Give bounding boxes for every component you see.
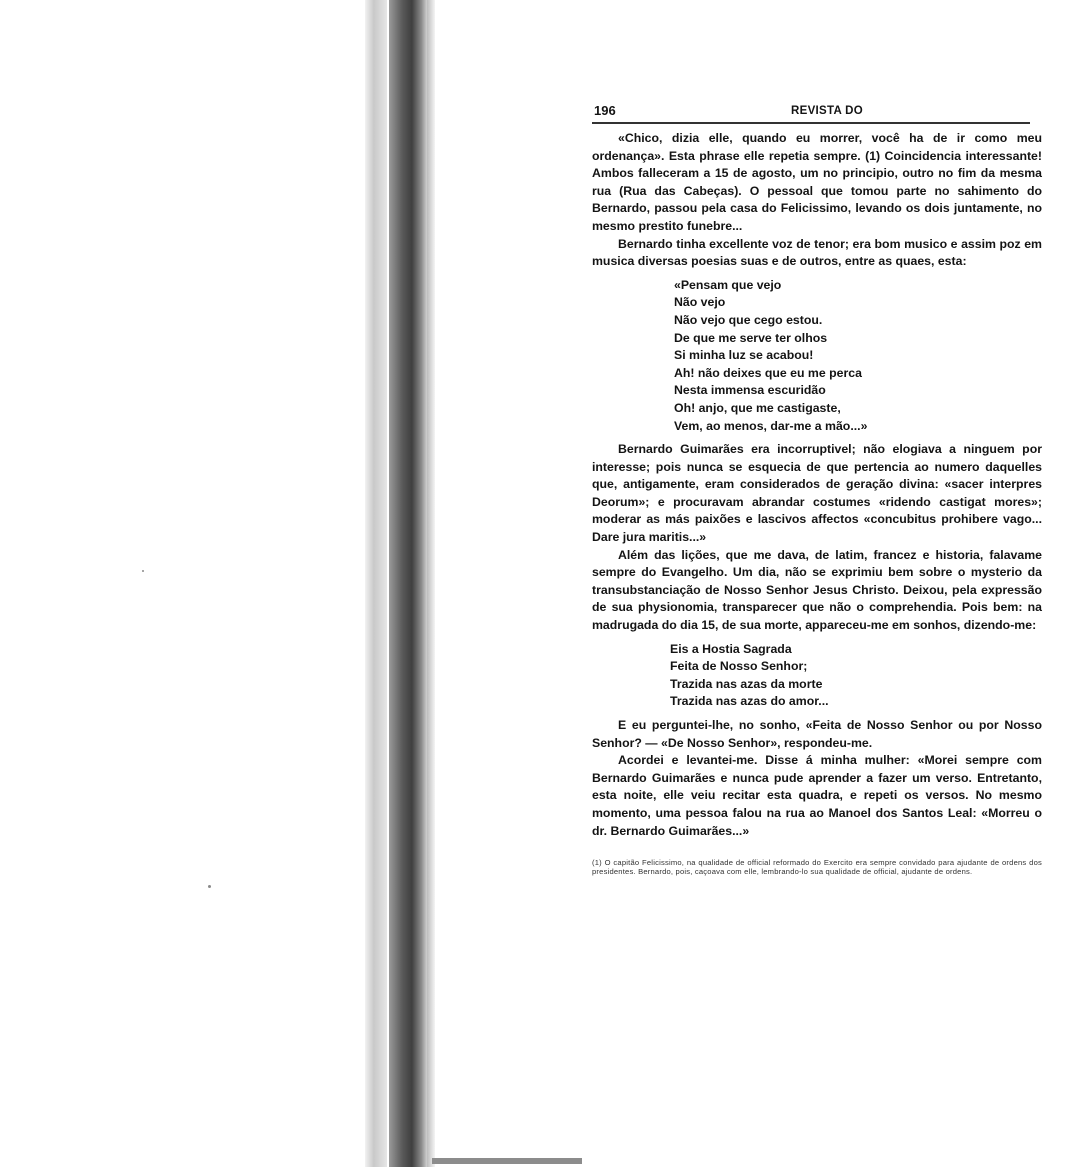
verse-line: Trazida nas azas da morte xyxy=(670,676,823,691)
verse-line: Eis a Hostia Sagrada xyxy=(670,641,792,656)
binding-edge xyxy=(427,0,435,1167)
verse-line: Não vejo xyxy=(674,295,726,310)
verse-line: Feita de Nosso Senhor; xyxy=(670,659,808,674)
paragraph: Bernardo tinha excellente voz de tenor; era bom musico e assim poz em musica diversas poesias suas e de outros, entre as quaes, esta: xyxy=(592,236,1042,269)
scan-speck xyxy=(142,570,144,572)
paragraph: E eu perguntei-lhe, no sonho, «Feita de Nosso Senhor ou por Nosso Senhor? — «De Nosso Senhor», respondeu-me. xyxy=(592,718,1042,750)
book-binding xyxy=(389,0,427,1167)
poem-quatrain xyxy=(670,641,1042,711)
verse-line: Trazida nas azas do amor... xyxy=(670,694,829,709)
scan-speck xyxy=(208,885,211,888)
verse-line: Nesta immensa escuridão xyxy=(674,383,826,398)
paragraph: «Chico, dizia elle, quando eu morrer, você ha de ir como meu ordenança». Esta phrase elle repetia sempre. (1) Coincidencia interessante! Ambos falleceram a 15 de agosto, um no principio, outro no fim da mesma rua (Rua das Cabeças). O pessoal que tomou parte no sahimento do Bernardo, passou pela casa do Felicissimo, levando os dois juntamente, no mesmo prestito funebre... xyxy=(592,131,1042,233)
book-page xyxy=(592,100,1042,884)
page-body xyxy=(592,130,1042,876)
verse-line: «Pensam que vejo xyxy=(674,277,782,292)
paragraph: Além das lições, que me dava, de latim, francez e historia, falavame sempre do Evangelho. Um dia, não se exprimiu bem sobre o mysterio da transubstanciação de Nosso Senhor Jesus Christo. Deixou, pela expressão de sua physionomia, transparecer que não o comprehendia. Pois bem: na madrugada do dia 15, de sua morte, appareceu-me em sonhos, dizendo-me: xyxy=(592,547,1042,633)
paragraph: Acordei e levantei-me. Disse á minha mulher: «Morei sempre com Bernardo Guimarães e nunca pude aprender a fazer um verso. Entretanto, esta noite, elle veiu recitar esta quadra, e repeti os versos. No mesmo momento, uma pessoa falou na rua ao Manoel dos Santos Leal: «Morreu o dr. Bernardo Guimarães...» xyxy=(592,753,1042,838)
header-rule xyxy=(592,122,1030,124)
verse-line: Não vejo que cego estou. xyxy=(674,312,823,327)
page-number: 196 xyxy=(594,103,616,118)
paragraph: Bernardo Guimarães era incorruptivel; não elogiava a ninguem por interesse; pois nunca se esquecia de que pertencia ao numero daquelles que, antigamente, eram considerados de geração divina: «sacer interpres Deorum»; e procuravam abrandar costumes «ridendo castigat mores»; moderar as más paixões e lascivos affectos «concubitus prohibere vago... Dare jura maritis...» xyxy=(592,442,1042,545)
verse-line: Oh! anjo, que me castigaste, xyxy=(674,400,841,415)
verse-line: De que me serve ter olhos xyxy=(674,330,828,345)
verse-line: Si minha luz se acabou! xyxy=(674,348,814,363)
running-head: REVISTA DO xyxy=(791,105,864,117)
page-header xyxy=(592,100,1042,118)
poem-stanza xyxy=(674,277,1042,435)
footnote: (1) O capitão Felicissimo, na qualidade de official reformado do Exercito era sempre convidado para ajudante de ordens dos presidentes. Bernardo, pois, caçoava com elle, lembrando-lo sua qualidade de official, ajudante de ordens. xyxy=(592,858,1042,877)
verse-line: Ah! não deixes que eu me perca xyxy=(674,365,862,380)
page-gutter-shadow xyxy=(365,0,387,1167)
verse-line: Vem, ao menos, dar-me a mão...» xyxy=(674,418,868,433)
scan-artifact-bar xyxy=(432,1158,582,1164)
